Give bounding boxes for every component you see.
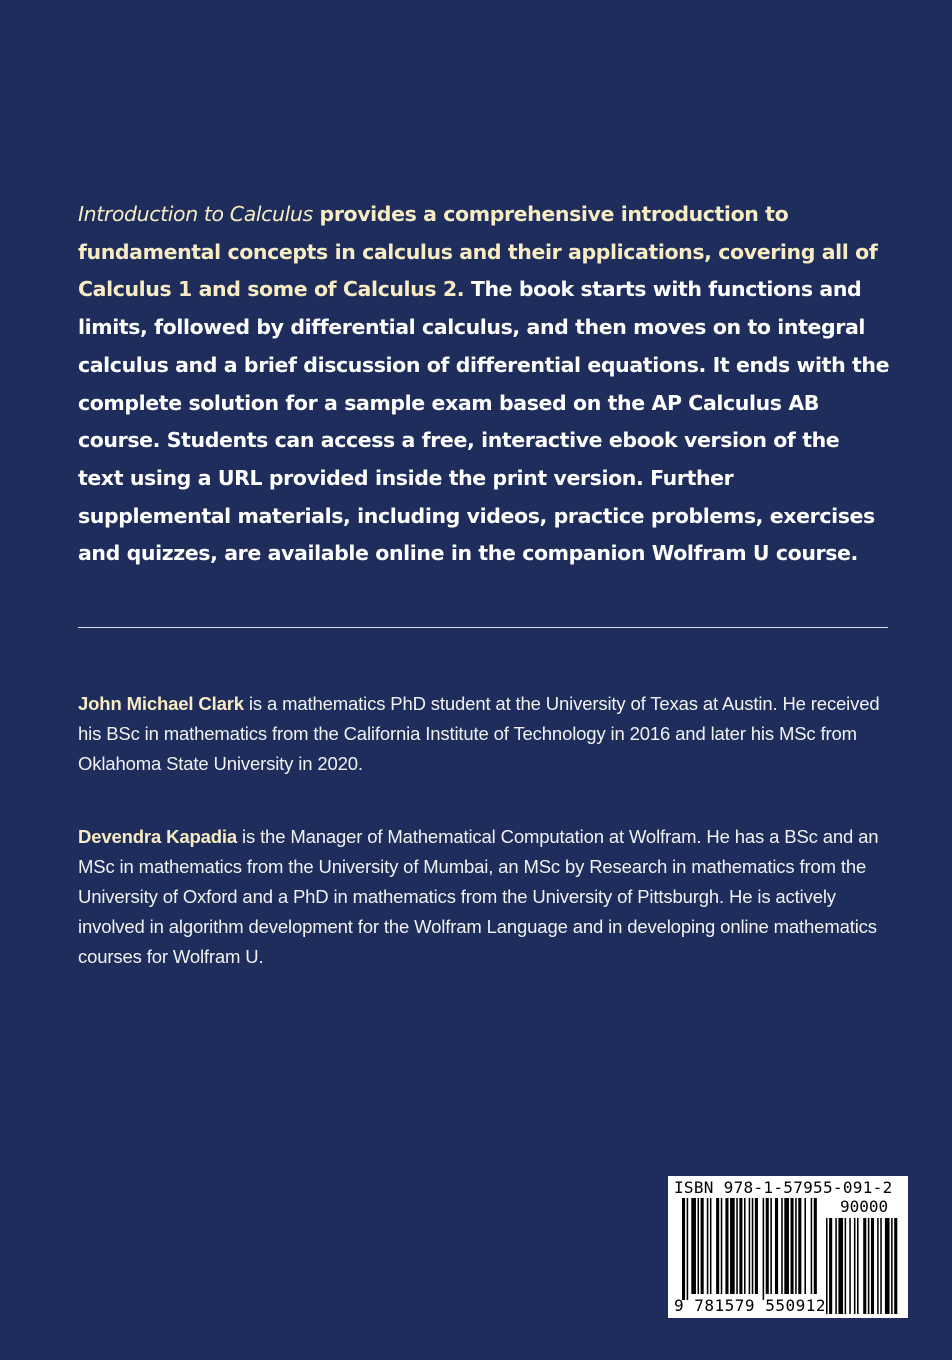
barcode-bar xyxy=(701,1198,704,1294)
barcode-bar xyxy=(682,1198,685,1300)
barcode-bar xyxy=(775,1198,778,1294)
barcode-bar xyxy=(691,1198,696,1294)
author-name: John Michael Clark xyxy=(78,693,244,714)
barcode-bar xyxy=(781,1198,783,1294)
barcode-bar xyxy=(798,1198,801,1294)
section-divider xyxy=(78,627,888,628)
barcode-bar xyxy=(868,1218,870,1314)
barcode-bar xyxy=(795,1198,797,1294)
barcode-bar xyxy=(863,1218,866,1314)
barcode-bar xyxy=(739,1198,742,1294)
barcode-bar xyxy=(736,1198,738,1294)
barcode-bar xyxy=(744,1198,746,1294)
barcode-bar xyxy=(826,1218,828,1314)
author-bio-kapadia xyxy=(78,822,890,972)
barcode-bar xyxy=(791,1198,794,1294)
barcode-bar xyxy=(698,1198,700,1294)
barcode-bar xyxy=(755,1198,758,1294)
book-title: Introduction to Calculus xyxy=(78,202,313,226)
barcode-bar xyxy=(710,1198,712,1294)
barcode-bar xyxy=(766,1198,769,1294)
barcode-bar xyxy=(721,1198,723,1294)
barcode-bar xyxy=(687,1198,689,1300)
barcode-bar xyxy=(770,1198,772,1294)
barcode-bar xyxy=(804,1198,806,1294)
description-lead: provides a comprehensive introduction to fundamental concepts in calculus and their applications, covering all of Calculus 1 and some of Calculus 2. xyxy=(78,202,878,302)
barcode-number: 9 781579 550912 xyxy=(674,1296,826,1315)
book-description xyxy=(78,196,890,573)
barcode-bar xyxy=(891,1218,893,1314)
barcode-bar xyxy=(849,1218,851,1314)
author-bio-clark xyxy=(78,689,890,779)
barcode-bar xyxy=(845,1218,847,1314)
barcode-bar xyxy=(811,1198,813,1294)
barcode-bar xyxy=(730,1198,735,1294)
barcode-bar xyxy=(835,1218,837,1314)
barcode-bar xyxy=(707,1198,709,1294)
barcode-bar xyxy=(716,1198,719,1294)
barcode-bar xyxy=(752,1198,754,1294)
author-bio-text: is the Manager of Mathematical Computation at Wolfram. He has a BSc and an MSc in mathematics from the University of Mumbai, an MSc by Research in mathematics from the University of Oxford and a PhD in mathematics from the University of Pittsburgh. He is actively involved in algorithm development for the Wolfram Language and in developing online mathematics courses for Wolfram U. xyxy=(78,826,879,967)
barcode-bar xyxy=(725,1198,728,1294)
barcode-bar xyxy=(814,1198,817,1294)
barcode-bar xyxy=(838,1218,843,1314)
isbn-label: ISBN 978-1-57955-091-2 xyxy=(674,1178,893,1197)
barcode-bar xyxy=(857,1218,859,1314)
barcode-bar xyxy=(877,1218,879,1314)
barcode-bar xyxy=(871,1218,874,1314)
isbn-barcode xyxy=(668,1176,908,1318)
description-body: The book starts with functions and limits, followed by differential calculus, and then moves on to integral calculus and a brief discussion of differential equations. It ends with the complete solution for a sample exam based on the AP Calculus AB course. Students can access a free, interactive ebook version of the text using a URL provided inside the print version. Further supplemental materials, including videos, practice problems, exercises and quizzes, are available online in the companion Wolfram U course. xyxy=(78,277,890,566)
author-name: Devendra Kapadia xyxy=(78,826,238,847)
barcode-bar xyxy=(885,1218,890,1314)
barcode-bar xyxy=(880,1218,882,1314)
isbn-addon: 90000 xyxy=(840,1197,889,1216)
author-bio-text: is a mathematics PhD student at the University of Texas at Austin. He received his BSc in mathematics from the California Institute of Technology in 2016 and later his MSc from Oklahoma State University in 2020. xyxy=(78,693,880,774)
barcode-bar xyxy=(749,1198,751,1294)
barcode-bar xyxy=(854,1218,856,1314)
barcode-bar xyxy=(784,1198,789,1294)
barcode-bar xyxy=(894,1218,897,1314)
barcode-bar xyxy=(763,1198,765,1300)
barcode-bar xyxy=(829,1218,832,1314)
